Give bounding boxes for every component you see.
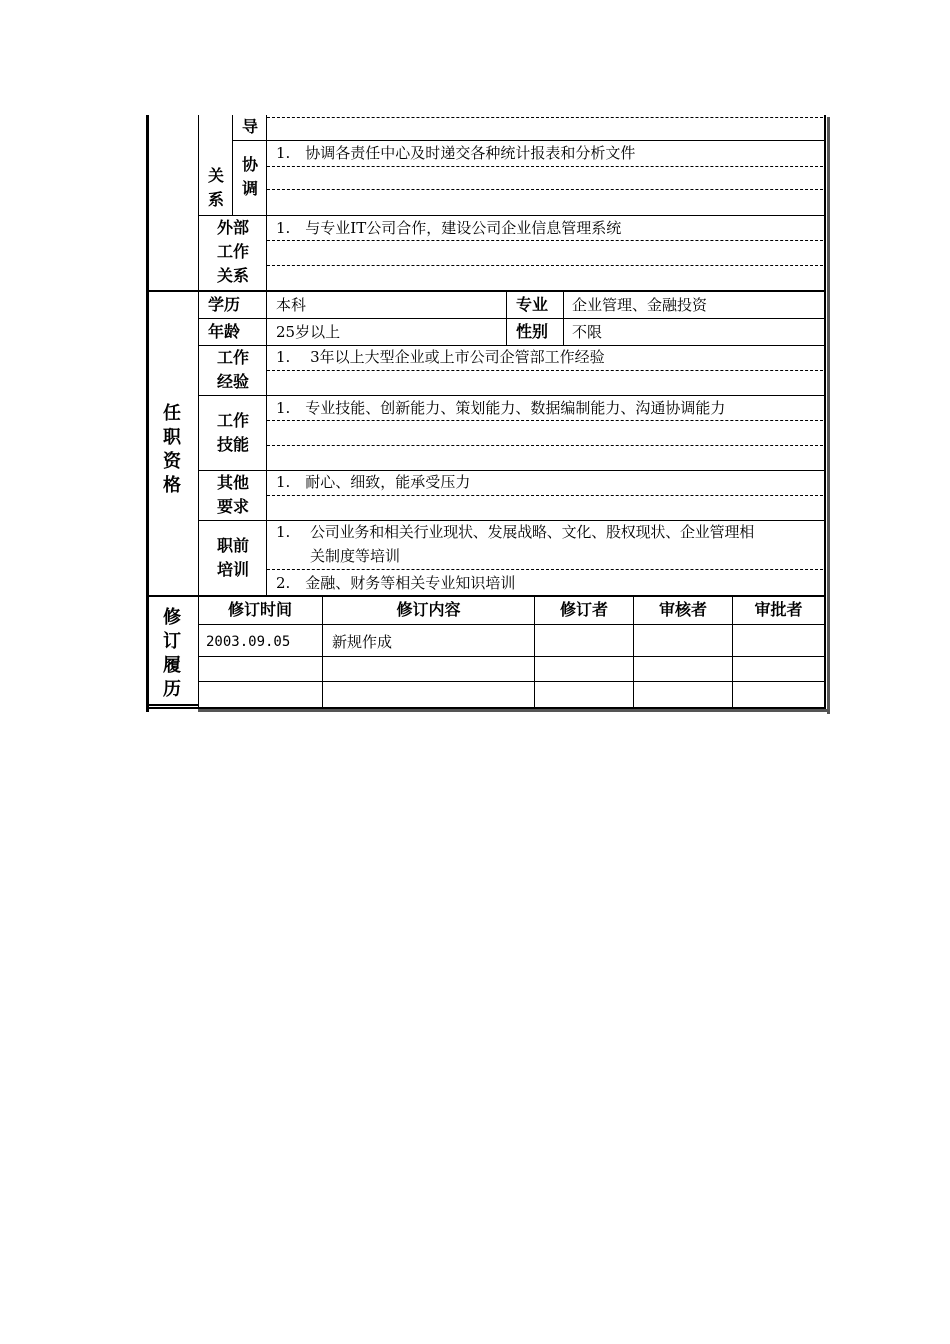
coordinate-dashed-1 — [267, 166, 823, 167]
external-item: 1. 与专业IT公司合作，建设公司企业信息管理系统 — [276, 219, 622, 237]
major-value: 企业管理、金融投资 — [572, 296, 708, 314]
training-label-text: 职前培训 — [216, 536, 249, 579]
experience-item: 1. 3年以上大型企业或上市公司企管部工作经验 — [276, 348, 605, 366]
revision-top-border — [146, 595, 824, 597]
experience-dashed — [267, 370, 823, 371]
guide-label: 导 — [241, 117, 258, 136]
training-item1-line2: 关制度等培训 — [310, 547, 401, 565]
revision-row2-bottom — [198, 681, 824, 682]
table-left-border — [146, 115, 149, 712]
other-label — [202, 471, 264, 519]
revision-label-underline — [146, 704, 198, 706]
training-dashed — [267, 569, 823, 570]
age-label: 年龄 — [207, 322, 240, 341]
other-label-text: 其他要求 — [216, 473, 249, 516]
qualification-section-text: 任职资格 — [163, 403, 181, 496]
training-item1-number: 1. — [276, 523, 291, 541]
external-label — [202, 216, 264, 288]
relations-section-text: 关系 — [207, 166, 224, 209]
table-bottom-shadow — [198, 709, 830, 712]
gender-value: 不限 — [572, 323, 603, 341]
external-label-text: 外部工作关系 — [216, 218, 249, 285]
revision-header-reviser: 修订者 — [559, 600, 608, 619]
table-right-border — [824, 115, 826, 712]
revision-header-approver: 审批者 — [754, 600, 803, 619]
qualification-label-divider — [266, 291, 267, 596]
skills-label — [202, 409, 264, 457]
skills-dashed-1 — [267, 420, 823, 421]
major-label: 专业 — [515, 295, 548, 314]
qualification-section-label — [158, 402, 186, 498]
revision-section-label — [158, 606, 186, 702]
coordinate-dashed-2 — [267, 189, 823, 190]
guide-dashed-line — [267, 117, 823, 118]
revision-header-content: 修订内容 — [396, 600, 461, 619]
skills-dashed-2 — [267, 445, 823, 446]
qualification-top-border — [146, 290, 824, 292]
revision-row1-bottom — [198, 656, 824, 657]
other-item: 1. 耐心、细致，能承受压力 — [276, 473, 471, 491]
revision-section-text: 修订履历 — [163, 607, 181, 700]
skills-item: 1. 专业技能、创新能力、策划能力、数据编制能力、沟通协调能力 — [276, 399, 726, 417]
revision-row1-content: 新规作成 — [332, 633, 393, 651]
age-value: 25岁以上 — [276, 323, 341, 341]
revision-header-bottom — [198, 624, 824, 625]
experience-label-text: 工作经验 — [216, 348, 249, 391]
relations-section-label — [202, 164, 230, 212]
coordinate-item: 1. 协调各责任中心及时递交各种统计报表和分析文件 — [276, 144, 636, 162]
table-right-shadow — [827, 117, 830, 714]
external-dashed-2 — [267, 265, 823, 266]
gender-label: 性别 — [515, 322, 548, 341]
skills-label-text: 工作技能 — [216, 411, 249, 454]
experience-label — [202, 346, 264, 394]
coordinate-label — [234, 153, 266, 201]
external-dashed-1 — [267, 240, 823, 241]
relations-sub-divider — [232, 115, 233, 215]
training-label — [202, 534, 264, 582]
revision-row1-date: 2003.09.05 — [206, 634, 291, 650]
section-column-divider — [198, 115, 199, 712]
revision-header-checker: 审核者 — [658, 600, 707, 619]
education-row-bottom — [198, 318, 824, 319]
education-label: 学历 — [207, 295, 240, 314]
education-value: 本科 — [276, 296, 307, 314]
training-item1-line1: 公司业务和相关行业现状、发展战略、文化、股权现状、企业管理相 — [310, 523, 755, 541]
revision-header-date: 修订时间 — [227, 600, 292, 619]
other-dashed — [267, 495, 823, 496]
coordinate-label-text: 协调 — [241, 155, 258, 198]
training-item2: 2. 金融、财务等相关专业知识培训 — [276, 574, 516, 592]
